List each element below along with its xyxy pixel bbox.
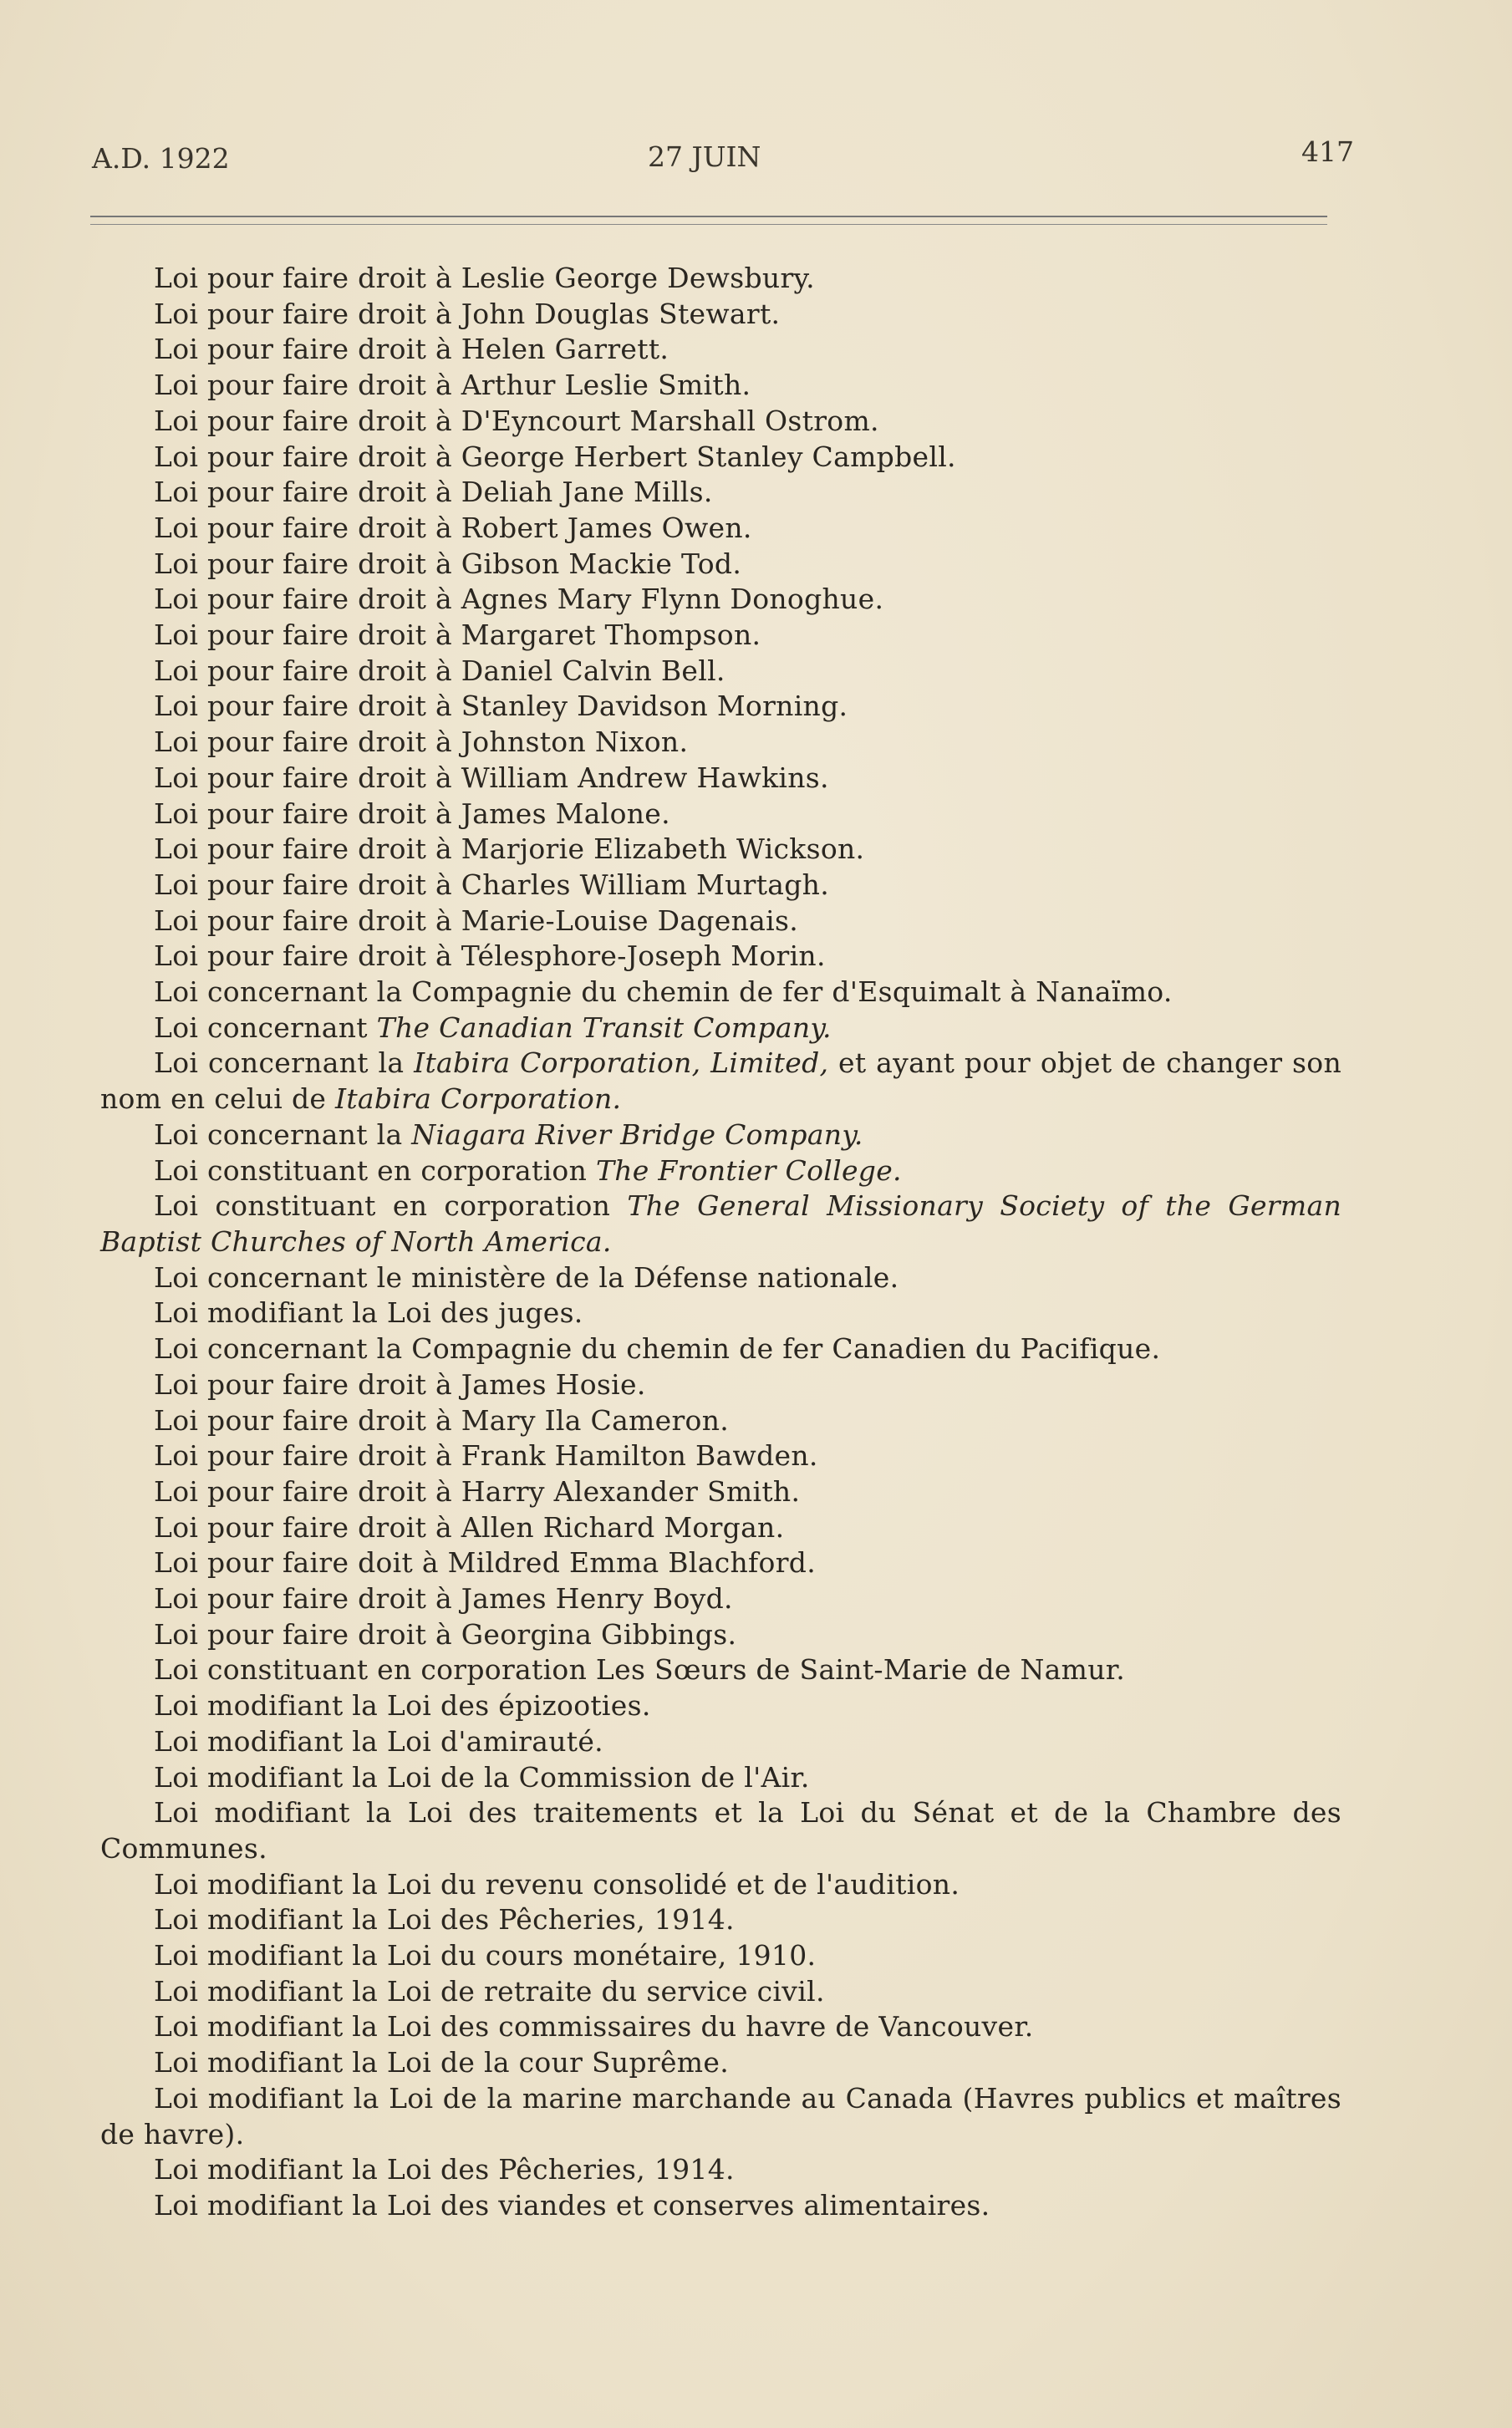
bill-entry (100, 654, 1341, 690)
bill-entry-text: Loi modifiant la Loi des traitements et la Loi du Sénat et de la Chambre des Communes. (100, 1796, 1341, 1865)
bill-entry (100, 332, 1341, 368)
bill-entry-text: Loi pour faire droit à Leslie George Dewsbury. (154, 262, 815, 294)
bill-entry-text: Loi concernant la Compagnie du chemin de fer d'Esquimalt à Nanaïmo. (154, 975, 1173, 1009)
bill-entry (100, 1295, 1341, 1331)
bill-entry-italic-name: The Canadian Transit Company. (376, 1010, 832, 1044)
bill-entry (100, 1438, 1341, 1474)
bill-entry-text: Loi pour faire droit à James Hosie. (154, 1367, 646, 1401)
bill-entry (100, 1010, 1341, 1046)
bill-entry-text: Loi pour faire droit à Allen Richard Morgan. (154, 1510, 785, 1544)
bill-entry (100, 1545, 1341, 1581)
bill-entry (100, 761, 1341, 797)
bill-entry-text: Loi concernant la Compagnie du chemin de fer Canadien du Pacifique. (154, 1332, 1161, 1366)
bill-entry-text: Loi pour faire droit à D'Eyncourt Marshall Ostrom. (154, 404, 879, 437)
bill-entry (100, 975, 1341, 1010)
bill-entry (100, 1724, 1341, 1760)
bill-entry (100, 2081, 1341, 2152)
bill-entry-text: Loi pour faire droit à Deliah Jane Mills. (154, 476, 713, 509)
bill-entry-text: Loi pour faire droit à William Andrew Hawkins. (154, 761, 829, 794)
bill-entry (100, 1795, 1341, 1866)
bill-entry-text: Loi pour faire droit à Harry Alexander Smith. (154, 1474, 801, 1508)
bill-entry-text: Loi modifiant la Loi d'amirauté. (154, 1724, 603, 1758)
bill-entry (100, 797, 1341, 832)
bill-entry (100, 440, 1341, 476)
bill-entry (100, 1938, 1341, 1974)
bill-entry-text: Loi modifiant la Loi du cours monétaire, 1910. (154, 1939, 817, 1972)
bill-list (100, 261, 1341, 2224)
bill-entry-text: Loi constituant en corporation (154, 1153, 596, 1187)
bill-entry (100, 2152, 1341, 2188)
bill-entry-text: Loi pour faire droit à John Douglas Stewart. (154, 297, 781, 330)
bill-entry-text: Loi pour faire droit à George Herbert Stanley Campbell. (154, 440, 956, 473)
bill-entry (100, 404, 1341, 440)
bill-entry-text: Loi pour faire droit à Marie-Louise Dagenais. (154, 904, 799, 937)
bill-entry (100, 511, 1341, 547)
bill-entry (100, 1367, 1341, 1403)
bill-entry-text: Loi modifiant la Loi des épizooties. (154, 1689, 651, 1723)
bill-entry (100, 1153, 1341, 1189)
bill-entry-text: Loi pour faire droit à Marjorie Elizabeth Wickson. (154, 832, 865, 866)
bill-entry-text: Loi modifiant la Loi de retraite du service civil. (154, 1974, 825, 2008)
bill-entry-text: Loi concernant le ministère de la Défense nationale. (154, 1260, 899, 1294)
bill-entry-text: Loi pour faire droit à Robert James Owen. (154, 511, 752, 544)
bill-entry (100, 1867, 1341, 1903)
bill-entry-text: et ayant pour objet de changer son nom en celui de (100, 1046, 1342, 1116)
bill-entry (100, 261, 1341, 297)
bill-entry-text: Loi pour faire droit à Daniel Calvin Bell. (154, 654, 725, 687)
bill-entry-text: Loi pour faire droit à James Henry Boyd. (154, 1582, 733, 1616)
bill-entry (100, 1474, 1341, 1510)
bill-entry (100, 725, 1341, 761)
bill-entry (100, 689, 1341, 725)
bill-entry-text: Loi pour faire droit à James Malone. (154, 797, 670, 830)
bill-entry-text: Loi pour faire droit à Johnston Nixon. (154, 725, 689, 759)
bill-entry (100, 618, 1341, 654)
bill-entry (100, 832, 1341, 868)
bill-entry-italic-name: Niagara River Bridge Company. (411, 1117, 863, 1151)
bill-entry-text: Loi modifiant la Loi des viandes et conserves alimentaires. (154, 2188, 990, 2222)
bill-entry-text: Loi pour faire droit à Télesphore-Joseph Morin. (154, 939, 826, 973)
bill-entry-text: Loi concernant (154, 1010, 377, 1044)
bill-entry (100, 1617, 1341, 1653)
bill-entry-italic-name: Itabira Corporation. (334, 1082, 622, 1116)
bill-entry-text: Loi modifiant la Loi des juges. (154, 1296, 583, 1330)
bill-entry-text: Loi modifiant la Loi de la marine marchande au Canada (Havres publics et maîtres de havre). (100, 2081, 1341, 2151)
bill-entry (100, 475, 1341, 511)
bill-entry-text: Loi pour faire droit à Mary Ila Cameron. (154, 1403, 730, 1437)
bill-entry-text: Loi pour faire droit à Helen Garrett. (154, 333, 669, 366)
bill-entry-text: Loi modifiant la Loi de la cour Suprême. (154, 2046, 729, 2079)
bill-entry-text: Loi pour faire droit à Gibson Mackie Tod. (154, 547, 742, 580)
bill-entry (100, 1688, 1341, 1724)
bill-entry-text: Loi concernant la (154, 1046, 415, 1080)
bill-entry (100, 904, 1341, 939)
bill-entry (100, 1403, 1341, 1439)
bill-entry (100, 2009, 1341, 2045)
bill-entry (100, 1117, 1341, 1153)
bill-entry-text: Loi modifiant la Loi des commissaires du havre de Vancouver. (154, 2010, 1034, 2044)
header-rule (90, 216, 1327, 217)
header-date: 27 JUIN (648, 140, 761, 173)
bill-entry (100, 1331, 1341, 1367)
bill-entry-text: Loi modifiant la Loi des Pêcheries, 1914. (154, 1903, 735, 1937)
bill-entry-text: Loi constituant en corporation Les Sœurs de Saint-Marie de Namur. (154, 1653, 1126, 1687)
bill-entry-text: Loi modifiant la Loi des Pêcheries, 1914. (154, 2153, 735, 2186)
bill-entry-italic-name: The Frontier College. (595, 1153, 902, 1187)
bill-entry (100, 368, 1341, 404)
bill-entry (100, 939, 1341, 975)
bill-entry (100, 2188, 1341, 2224)
page-header (92, 134, 1354, 176)
bill-entry (100, 1189, 1341, 1260)
bill-entry-text: Loi modifiant la Loi du revenu consolidé et de l'audition. (154, 1867, 960, 1901)
header-rule-secondary (90, 224, 1327, 225)
bill-entry-text: Loi pour faire droit à Frank Hamilton Bawden. (154, 1439, 818, 1473)
bill-entry (100, 1260, 1341, 1296)
bill-entry (100, 297, 1341, 333)
bill-entry-text: Loi pour faire droit à Georgina Gibbings. (154, 1617, 737, 1651)
bill-entry (100, 1760, 1341, 1796)
bill-entry (100, 547, 1341, 583)
bill-entry (100, 1902, 1341, 1938)
bill-entry (100, 1581, 1341, 1617)
bill-entry (100, 1510, 1341, 1546)
bill-entry-text: Loi modifiant la Loi de la Commission de l'Air. (154, 1760, 810, 1794)
bill-entry-text: Loi pour faire droit à Agnes Mary Flynn Donoghue. (154, 583, 884, 616)
header-year: A.D. 1922 (92, 142, 230, 175)
bill-entry (100, 1974, 1341, 2010)
bill-entry (100, 1046, 1341, 1117)
page-number: 417 (1301, 135, 1354, 168)
bill-entry-text: Loi concernant la (154, 1117, 412, 1151)
bill-entry (100, 2045, 1341, 2081)
bill-entry-text: Loi pour faire droit à Margaret Thompson. (154, 618, 761, 652)
bill-entry (100, 582, 1341, 618)
bill-entry (100, 1652, 1341, 1688)
bill-entry-italic-name: The General Missionary Society of the German Baptist Churches of North America. (100, 1189, 1341, 1258)
bill-entry-text: Loi pour faire doit à Mildred Emma Blachford. (154, 1546, 816, 1580)
bill-entry-text: Loi pour faire droit à Charles William Murtagh. (154, 868, 830, 901)
bill-entry (100, 868, 1341, 904)
bill-entry-text: Loi pour faire droit à Arthur Leslie Smith. (154, 369, 751, 402)
bill-entry-italic-name: Itabira Corporation, Limited, (414, 1046, 829, 1080)
bill-entry-text: Loi pour faire droit à Stanley Davidson Morning. (154, 690, 848, 723)
bill-entry-text: Loi constituant en corporation (154, 1189, 628, 1223)
